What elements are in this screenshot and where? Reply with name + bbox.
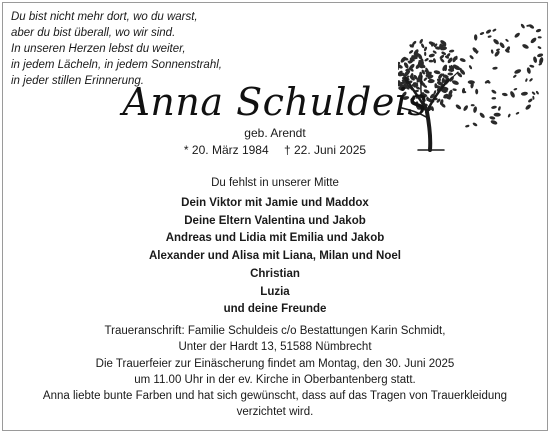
birth-name: geb. Arendt	[244, 126, 306, 140]
mourners-list	[0, 195, 550, 319]
mourner-line: Deine Eltern Valentina und Jakob	[184, 214, 366, 227]
mourner-line: Alexander und Alisa mit Liana, Milan und Noel	[149, 250, 401, 263]
intro-line: Du fehlst in unserer Mitte	[211, 177, 339, 189]
info-line: Traueranschrift: Familie Schuldeis c/o Bestattungen Karin Schmidt,	[104, 325, 446, 337]
mourner-line: Dein Viktor mit Jamie und Maddox	[181, 197, 369, 209]
mourner-line: und deine Freunde	[223, 303, 327, 316]
poem-line: aber du bist überall, wo wir sind.	[11, 27, 176, 39]
poem-line: Du bist nicht mehr dort, wo du warst,	[11, 11, 198, 23]
life-dates	[0, 143, 550, 158]
deceased-name: Anna Schuldeis	[122, 80, 428, 124]
birth-date: * 20. März 1984	[183, 143, 269, 157]
poem-line: In unseren Herzen lebst du weiter,	[11, 43, 186, 55]
mourner-line: Christian	[250, 267, 300, 280]
poem-line: in jeder stillen Erinnerung.	[11, 75, 144, 87]
info-line: Unter der Hardt 13, 51588 Nümbrecht	[178, 341, 372, 354]
mourner-line: Luzia	[260, 285, 290, 298]
info-line: Die Trauerfeier zur Einäscherung findet am Montag, den 30. Juni 2025	[95, 357, 455, 370]
ceremony-info	[0, 323, 550, 421]
info-line: Anna liebte bunte Farben und hat sich gewünscht, dass auf das Tragen von Trauerkleidung	[42, 390, 508, 403]
poem-line: in jedem Lächeln, in jedem Sonnenstrahl,	[11, 59, 222, 71]
memorial-poem	[11, 9, 222, 89]
info-line: verzichtet wird.	[236, 406, 314, 419]
death-date: † 22. Juni 2025	[283, 143, 367, 157]
info-line: um 11.00 Uhr in der ev. Kirche in Oberbantenberg statt.	[134, 373, 416, 386]
mourner-line: Andreas und Lidia mit Emilia und Jakob	[165, 232, 385, 245]
